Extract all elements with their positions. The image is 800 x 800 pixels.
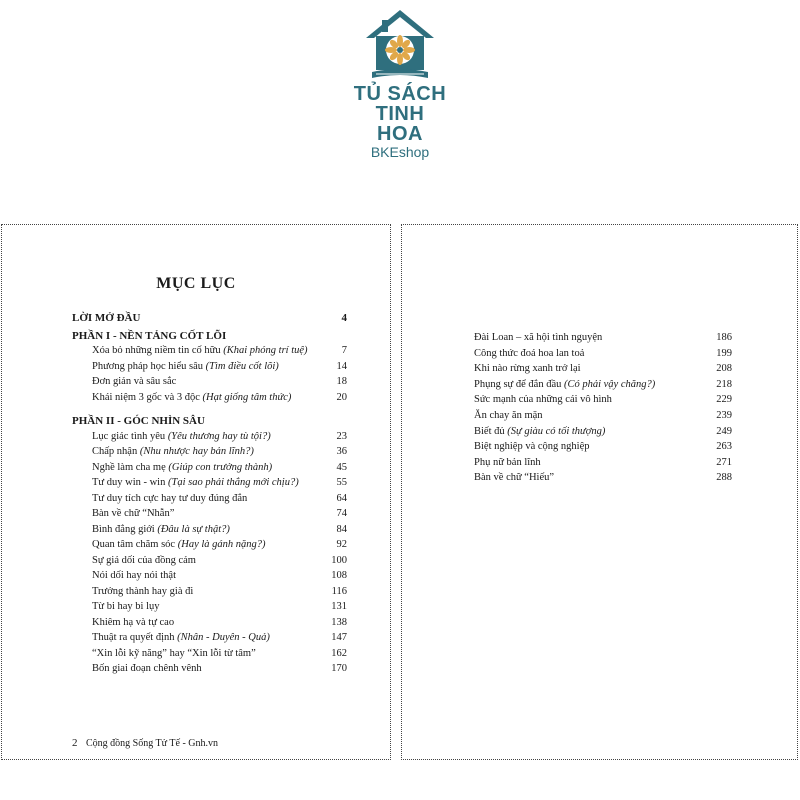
toc-entry-page: 186 [716,332,732,343]
toc-entry-title: Phụ nữ bản lĩnh [474,456,541,468]
toc-entry-page: 55 [336,477,347,488]
toc-entry-title: Từ bi hay bi lụy [92,601,160,612]
toc-entry-page: 131 [331,601,347,612]
book-page-right [401,224,798,760]
toc-entry-title: Lục giác tình yêu (Yêu thương hay tù tội?) [92,430,271,442]
toc-entry-page: 162 [331,647,347,659]
toc-entry-page: 239 [716,410,732,421]
toc-entry-page: 147 [331,632,347,643]
brand-logo [352,8,448,160]
toc-entry-page: 36 [336,446,347,457]
toc-entry-title: PHẦN II - GÓC NHÌN SÂU [72,415,205,427]
house-book-icon [364,8,436,80]
toc-entry-page: 92 [336,539,347,550]
toc-entry-title: “Xin lỗi kỹ năng” hay “Xin lỗi từ tâm” [92,647,256,659]
toc-entry-page: 20 [336,391,347,403]
toc-entry-title: Khiêm hạ và tự cao [92,616,175,628]
toc-entry-page: 271 [716,456,732,468]
toc-entry-title: Tư duy win - win (Tại sao phải thắng mới chịu?) [92,477,299,488]
toc-entry-page: 45 [336,461,347,473]
toc-entry-page: 116 [331,585,347,597]
toc-entry-page: 100 [331,554,347,566]
toc-entry-note: (Có phải vậy chăng?) [563,378,656,390]
toc-entry-title: LỜI MỞ ĐẦU [72,312,141,324]
toc-entry-title: Thuật ra quyết định (Nhân - Duyên - Quả) [92,632,270,643]
toc-entry-page: 263 [716,441,732,453]
toc-entry-title: Biết đủ (Sự giàu có tối thượng) [474,425,606,437]
toc-entry-note: (Tại sao phải thắng mới chịu?) [167,477,299,488]
toc-entry-title: PHẦN I - NỀN TẢNG CỐT LÕI [72,329,227,342]
toc-entry-page: 208 [716,363,732,375]
page-number: 2 [72,737,78,749]
toc-entry-title: Nói dối hay nói thật [92,570,176,581]
toc-entry-title: Trưởng thành hay già đi [92,585,194,597]
toc-entry-title: Khi nào rừng xanh trở lại [474,363,581,375]
toc-entry-page: 138 [331,616,347,628]
logo-subtitle: BKEshop [370,144,430,160]
toc-entry-note: (Hay là gánh nặng?) [177,539,266,550]
logo-title-line2: TINH HOA [375,103,425,145]
toc-entry-page: 7 [341,345,347,356]
toc-entry-page: 14 [336,360,347,372]
toc-entry-title: Xóa bỏ những niềm tin cố hữu (Khai phóng trí tuệ) [92,345,308,356]
toc-entry-page: 64 [336,492,347,504]
toc-entry-note: (Yêu thương hay tù tội?) [167,430,271,442]
toc-entry-note: (Giúp con trưởng thành) [168,461,273,473]
toc-entry-title: Phụng sự để đắn đầu (Có phải vậy chăng?) [474,378,656,390]
logo-title-line1: TỦ SÁCH [353,83,447,105]
toc-entry-page: 170 [331,663,347,674]
toc-entry-title: Tư duy tích cực hay tư duy đúng đắn [92,492,248,504]
toc-entry-title: Bàn về chữ “Nhẫn” [92,508,175,519]
toc-entry-note: (Nhu nhược hay bản lĩnh?) [139,446,254,457]
toc-entry-page: 4 [341,312,347,324]
toc-entry-title: Ăn chay ăn mặn [474,410,543,421]
toc-entry-page: 229 [716,394,732,406]
toc-entry-page: 218 [716,378,732,390]
toc-entry-title: Nghề làm cha mẹ (Giúp con trưởng thành) [92,461,273,473]
toc-entry-title: Bàn về chữ “Hiếu” [474,472,555,484]
footer-text: Cộng đồng Sống Tử Tế - Gnh.vn [86,738,218,749]
toc-entry-note: (Hạt giống tâm thức) [202,391,292,403]
toc-entry-title: Chấp nhận (Nhu nhược hay bản lĩnh?) [92,446,254,457]
toc-entry-title: Bốn giai đoạn chênh vênh [92,663,202,674]
toc-entry-page: 23 [336,430,347,442]
toc-entry-title: Quan tâm chăm sóc (Hay là gánh nặng?) [92,539,266,550]
toc-entry-title: Đài Loan – xã hội tình nguyện [474,332,603,343]
toc-title: MỤC LỤC [156,275,236,292]
book-page-left [1,224,391,760]
toc-entry-title: Sự giả dối của đồng cảm [92,554,196,566]
toc-entry-title: Khái niệm 3 gốc và 3 độc (Hạt giống tâm thức) [92,391,292,403]
toc-entry-page: 18 [336,376,347,387]
toc-entry-title: Đơn giản và sâu sắc [92,376,177,387]
toc-entry-page: 74 [336,508,347,519]
toc-entry-title: Phương pháp học hiểu sâu (Tìm điều cốt lõi) [92,360,279,372]
toc-entry-page: 199 [716,347,732,359]
toc-entry-page: 288 [716,472,732,484]
toc-entry-note: (Khai phóng trí tuệ) [223,345,308,356]
toc-entry-note: (Đâu là sự thật?) [157,523,230,535]
toc-entry-note: (Sự giàu có tối thượng) [507,425,606,437]
toc-entry-title: Bình đẳng giới (Đâu là sự thật?) [92,523,230,535]
toc-entry-title: Sức mạnh của những cái vô hình [474,394,612,406]
toc-entry-note: (Tìm điều cốt lõi) [205,360,279,372]
toc-entry-note: (Nhân - Duyên - Quả) [177,632,270,643]
toc-entry-page: 249 [716,425,732,437]
toc-entry-page: 84 [336,523,347,535]
page-footer [72,737,218,749]
toc-entry-title: Biệt nghiệp và cộng nghiệp [474,441,590,453]
toc-entry-page: 108 [331,570,347,581]
toc-entry-title: Công thức đoá hoa lan toả [474,347,585,359]
